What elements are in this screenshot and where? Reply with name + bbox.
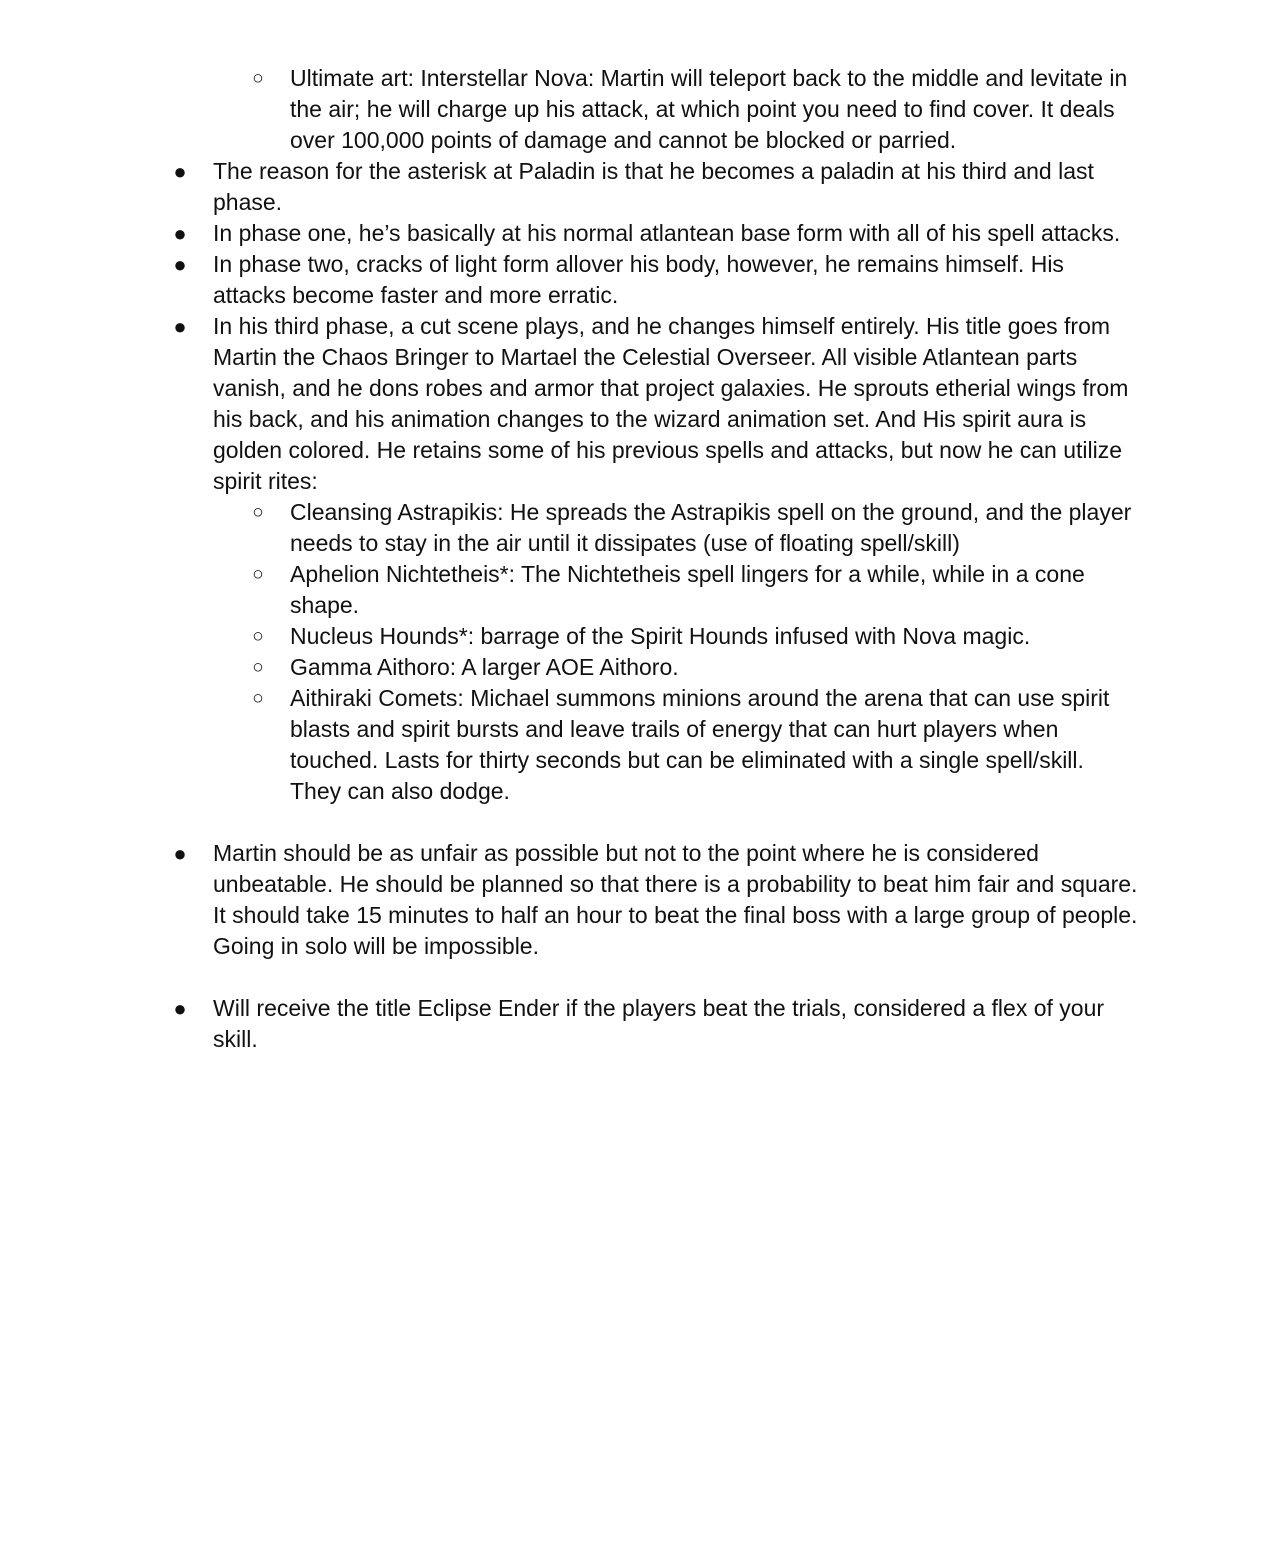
- hollow-bullet-icon: ○: [252, 68, 264, 89]
- bullet-icon: ●: [173, 314, 187, 339]
- list-item-phase-two: [0, 249, 1138, 311]
- list-item-phase-three: [0, 311, 1138, 497]
- bullet-icon: ●: [173, 221, 187, 246]
- hollow-bullet-icon: ○: [252, 688, 264, 709]
- bullet-icon: ●: [173, 841, 187, 866]
- list-item-text: Martin should be as unfair as possible but not to the point where he is considered unbeatable. He should be planned so that there is a probability to beat him fair and square. It should take 15 minutes to half an hour to beat the final boss with a large group of people. Going in solo will be impossible.: [213, 840, 1138, 959]
- list-item-text: Aphelion Nichtetheis*: The Nichtetheis spell lingers for a while, while in a cone shape.: [290, 561, 1085, 618]
- document-body: [0, 63, 1282, 1055]
- list-item-unfair-balance: [0, 838, 1138, 962]
- list-item-text: Will receive the title Eclipse Ender if the players beat the trials, considered a flex of your skill.: [213, 995, 1105, 1052]
- list-item-text: Cleansing Astrapikis: He spreads the Astrapikis spell on the ground, and the player needs to stay in the air until it dissipates (use of floating spell/skill): [290, 499, 1132, 556]
- blank-line: [0, 962, 1282, 993]
- list-item-eclipse-ender-title: [0, 993, 1138, 1055]
- list-item-nucleus-hounds: [0, 621, 1135, 652]
- list-item-text: Ultimate art: Interstellar Nova: Martin will teleport back to the middle and levitate in the air; he will charge up his attack, at which point you need to find cover. It deals over 100,000 points of damage and cannot be blocked or parried.: [290, 65, 1128, 153]
- list-item-phase-one: [0, 218, 1138, 249]
- hollow-bullet-icon: ○: [252, 564, 264, 585]
- list-item-text: The reason for the asterisk at Paladin is that he becomes a paladin at his third and last phase.: [213, 158, 1094, 215]
- list-item-gamma-aithoro: [0, 652, 1135, 683]
- bullet-icon: ●: [173, 996, 187, 1021]
- list-item-text: Gamma Aithoro: A larger AOE Aithoro.: [290, 654, 679, 680]
- list-item-text: In his third phase, a cut scene plays, and he changes himself entirely. His title goes from Martin the Chaos Bringer to Martael the Celestial Overseer. All visible Atlantean parts vanish, and he dons robes and armor that project galaxies. He sprouts etherial wings from his back, and his animation changes to the wizard animation set. And His spirit aura is golden colored. He retains some of his previous spells and attacks, but now he can utilize spirit rites:: [213, 313, 1129, 494]
- list-item-ultimate-art: [0, 63, 1135, 156]
- hollow-bullet-icon: ○: [252, 502, 264, 523]
- list-item-asterisk-note: [0, 156, 1138, 218]
- list-item-text: Aithiraki Comets: Michael summons minions around the arena that can use spirit blasts and spirit bursts and leave trails of energy that can hurt players when touched. Lasts for thirty seconds but can be eliminated with a single spell/skill. They can also dodge.: [290, 685, 1110, 804]
- list-item-text: In phase one, he’s basically at his normal atlantean base form with all of his spell attacks.: [213, 220, 1121, 246]
- list-item-cleansing-astrapikis: [0, 497, 1135, 559]
- hollow-bullet-icon: ○: [252, 657, 264, 678]
- hollow-bullet-icon: ○: [252, 626, 264, 647]
- bullet-icon: ●: [173, 252, 187, 277]
- list-item-text: Nucleus Hounds*: barrage of the Spirit Hounds infused with Nova magic.: [290, 623, 1031, 649]
- list-item-aithiraki-comets: [0, 683, 1135, 807]
- list-item-text: In phase two, cracks of light form allover his body, however, he remains himself. His attacks become faster and more erratic.: [213, 251, 1064, 308]
- list-item-aphelion-nichtetheis: [0, 559, 1135, 621]
- bullet-icon: ●: [173, 159, 187, 184]
- blank-line: [0, 807, 1282, 838]
